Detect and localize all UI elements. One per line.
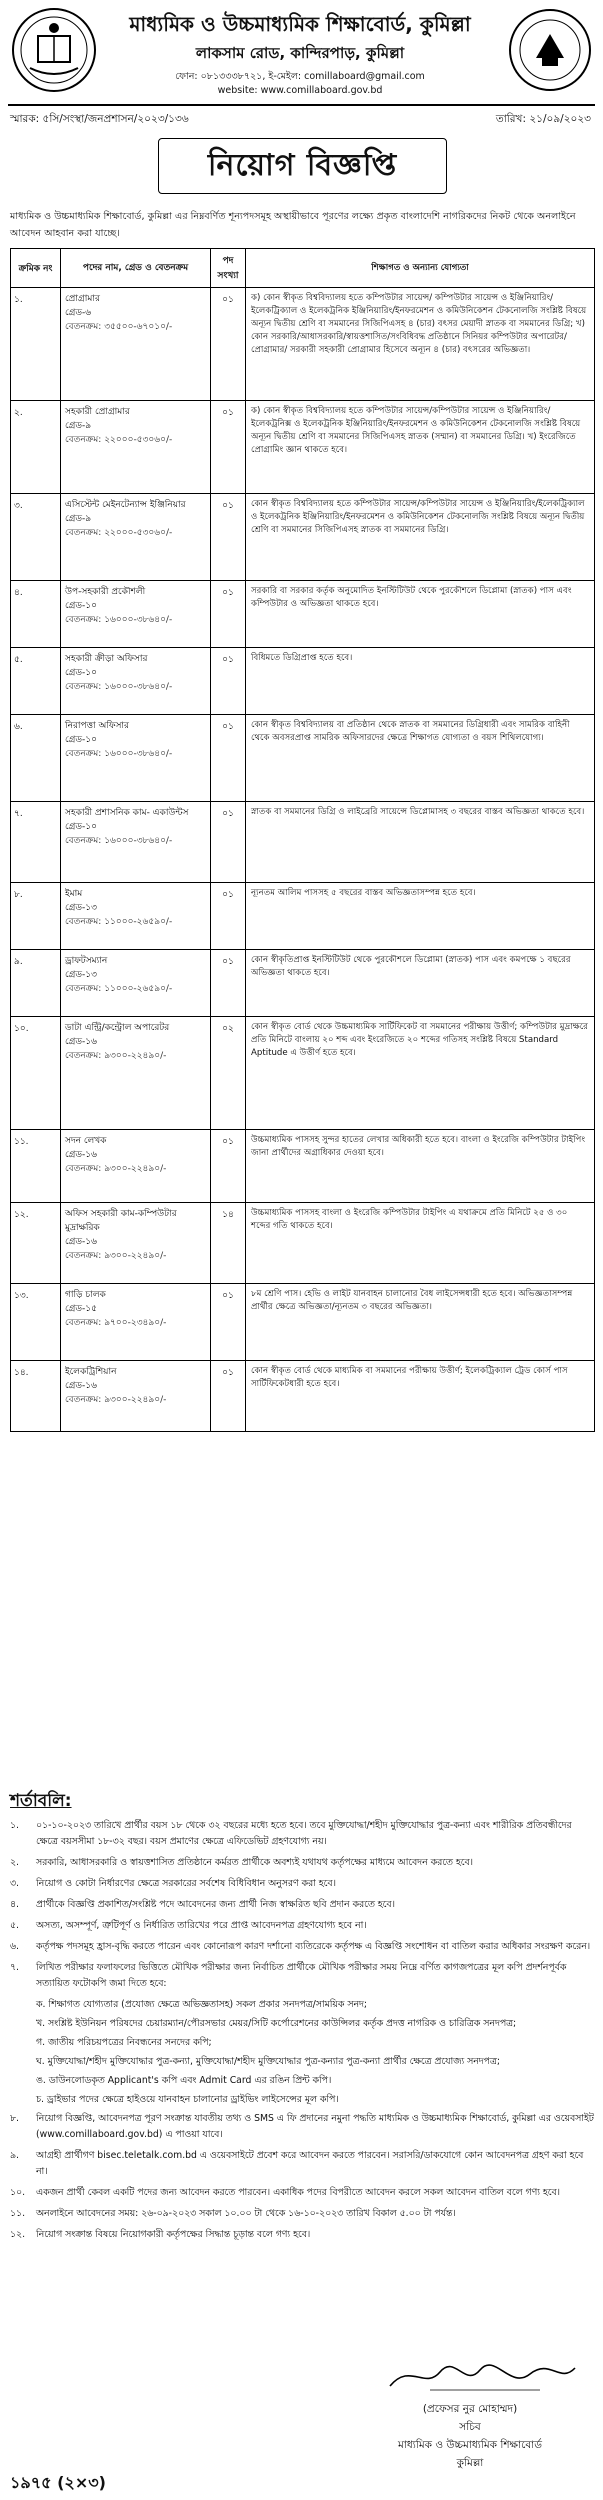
post-name: ইমাম xyxy=(65,889,83,899)
row-count: ১৪ xyxy=(211,1203,246,1283)
row-qualification: স্নাতক বা সমমানের ডিগ্রি ও লাইব্রেরি সায়েন্সে ডিপ্লোমাসহ ৩ বছরের বাস্তব অভিজ্ঞতা থাকতে হবে। xyxy=(251,807,585,817)
board-title: মাধ্যমিক ও উচ্চমাধ্যমিক শিক্ষাবোর্ড, কুমিল্লা xyxy=(129,12,471,36)
row-serial: ১৪. xyxy=(11,1361,61,1431)
condition-number: ৮. xyxy=(10,2113,19,2124)
post-scale: বেতনক্রম: ১১০০০-২৬৫৯০/- xyxy=(65,984,173,994)
post-grade: গ্রেড-১৬ xyxy=(65,1381,97,1391)
row-qualification: কোন স্বীকৃত বোর্ড থেকে উচ্চমাধ্যমিক সার্টিফিকেট বা সমমানের পরীক্ষায় উত্তীর্ণ; কম্পিউটার মুদ্রাক্ষরে প্রতি মিনিটে বাংলায় ২০ শব্দ এবং ইংরেজিতে ২০ শব্দের গতিসহ সংশ্লিষ্ট বিষয়ে Standard Aptitude এ উত্তীর্ণ হতে হবে। xyxy=(251,1022,588,1058)
signature-icon xyxy=(370,2360,590,2394)
post-name: ড্রাফটসম্যান xyxy=(65,956,108,966)
row-post xyxy=(61,950,211,1016)
table-row xyxy=(11,1284,594,1361)
condition-number: ৪. xyxy=(10,1899,19,1910)
seal-icon xyxy=(506,6,594,94)
post-grade: গ্রেড-৯ xyxy=(65,421,92,431)
condition-text: প্রার্থীকে বিজ্ঞপ্তি প্রকাশিত/সংশ্লিষ্ট পদে আবেদনের জন্য প্রার্থী নিজ স্বাক্ষরিত ছবি প্রদান করতে হবে। xyxy=(36,1899,395,1910)
condition-item xyxy=(10,1855,595,1871)
table-row xyxy=(11,401,594,494)
post-name: এসিস্টেন্ট মেইনটেন্যান্স ইঞ্জিনিয়ার xyxy=(65,500,186,510)
reference-number: স্মারক: ৫সি/সংস্থা/জনপ্রশাসন/২০২৩/১৩৬ xyxy=(10,113,189,125)
row-post xyxy=(61,494,211,580)
row-post xyxy=(61,1017,211,1129)
conditions-list xyxy=(10,1818,595,2248)
conditions-title: শর্তাবলি: xyxy=(10,1791,72,1811)
post-grade: গ্রেড-১৬ xyxy=(65,1150,97,1160)
row-serial: ৫. xyxy=(11,648,61,714)
table-header-row xyxy=(11,249,594,288)
post-name: নিরাপত্তা অফিসার xyxy=(65,721,129,731)
row-count: ০১ xyxy=(211,401,246,493)
row-qualification: কোন স্বীকৃত বিশ্ববিদ্যালয় বা প্রতিষ্ঠান থেকে স্নাতক বা সমমানের ডিগ্রিধারী এবং সামরিক বাহিনী থেকে অবসরপ্রাপ্ত সামরিক অফিসারদের ক্ষেত্রে শিক্ষাগত যোগ্যতা ও বয়স শিথিলযোগ্য। xyxy=(251,720,570,743)
row-serial: ৬. xyxy=(11,715,61,801)
row-qualification: কোন স্বীকৃতিপ্রাপ্ত ইনস্টিটিউট থেকে পুরকৌশলে ডিপ্লোমা (স্নাতক) পাস এবং কমপক্ষে ১ বছরের অভিজ্ঞতা থাকতে হবে। xyxy=(251,955,571,978)
post-name: প্রোগ্রামার xyxy=(65,294,100,304)
document-item: ক. শিক্ষাগত যোগ্যতার (প্রযোজ্য ক্ষেত্রে অভিজ্ঞতাসহ) সকল প্রকার সনদপত্র/সাময়িক সনদ; xyxy=(36,1999,368,2010)
table-row xyxy=(11,581,594,648)
row-qualification: ক) কোন স্বীকৃত বিশ্ববিদ্যালয় হতে কম্পিউটার সায়েন্স/ কম্পিউটার সায়েন্স ও ইঞ্জিনিয়ারিং/ইলেকট্রিক্যাল ও ইলেকট্রনিক ইঞ্জিনিয়ারিং/ইনফরমেশন ও কমিউনিকেশন টেকনোলজি সংশ্লিষ্ট বিষয়ে অন্যূন দ্বিতীয় শ্রেণি বা সমমানের সিজিপিএসহ ৪ (চার) বৎসর মেয়াদী স্নাতক বা সমমানের ডিগ্রি; খ) কোন সরকারি/আধাসরকারি/স্বায়ত্তশাসিত/সংবিধিবদ্ধ প্রতিষ্ঠানে সিনিয়র কম্পিউটার অপারেটর/প্রোগ্রামার/ সরকারী সহকারী প্রোগ্রামার হিসেবে অন্যূন ৪ (চার) বৎসরের অভিজ্ঞতা। xyxy=(251,293,587,355)
row-post xyxy=(61,883,211,949)
post-scale: বেতনক্রম: ১১০০০-২৬৫৯০/- xyxy=(65,917,173,927)
document-item: চ. ড্রাইভার পদের ক্ষেত্রে হাইওয়ে যানবাহন চালানোর ড্রাইভিং লাইসেন্সের মূল কপি। xyxy=(36,2094,339,2105)
condition-text: আগ্রহী প্রার্থীগণ bisec.teletalk.com.bd এ ওয়েবসাইটে প্রবেশ করে আবেদন করতে পারবেন। সরাসরি/ডাকযোগে কোন আবেদনপত্র গ্রহণ করা হবে না। xyxy=(36,2150,584,2177)
row-qualification: সরকারি বা সরকার কর্তৃক অনুমোদিত ইনস্টিটিউট থেকে পুরকৌশলে ডিপ্লোমা (স্নাতক) পাস এবং কম্পিউটার ও অভিজ্ঞতা থাকতে হবে। xyxy=(251,586,572,609)
post-scale: বেতনক্রম: ৯৩০০-২২৪৯০/- xyxy=(65,1395,167,1405)
row-count: ০১ xyxy=(211,1284,246,1360)
row-serial: ১২. xyxy=(11,1203,61,1283)
row-serial: ১৩. xyxy=(11,1284,61,1360)
table-row xyxy=(11,288,594,401)
row-serial: ৭. xyxy=(11,802,61,882)
table-row xyxy=(11,1130,594,1203)
condition-item xyxy=(10,1897,595,1913)
document-item: ঙ. ডাউনলোডকৃত Applicant's কপি এবং Admit Card এর রঙিন প্রিন্ট কপি। xyxy=(36,2075,332,2086)
row-qualification: উচ্চমাধ্যমিক পাসসহ সুন্দর হাতের লেখার অধিকারী হতে হবে। বাংলা ও ইংরেজি কম্পিউটার টাইপিং জানা প্রার্থীদের অগ্রাধিকার দেওয়া হবে। xyxy=(251,1135,586,1158)
condition-number: ২. xyxy=(10,1857,19,1868)
row-count: ০১ xyxy=(211,715,246,801)
row-count: ০১ xyxy=(211,883,246,949)
row-serial: ৯. xyxy=(11,950,61,1016)
condition-number: ১. xyxy=(10,1820,19,1831)
row-qualification: ৮ম শ্রেণি পাস। হেভি ও লাইট যানবাহন চালানোর বৈধ লাইসেন্সধারী হতে হবে। অভিজ্ঞতাসম্পন্ন প্রার্থীর ক্ষেত্রে অভিজ্ঞতা/ন্যূনতম ৩ বছরের অভিজ্ঞতা। xyxy=(251,1289,573,1312)
row-count: ০১ xyxy=(211,581,246,647)
board-logo-icon xyxy=(10,6,98,94)
post-name: সহকারী প্রশাসনিক কাম- একাউন্টস xyxy=(65,808,189,818)
row-serial: ১০. xyxy=(11,1017,61,1129)
post-grade: গ্রেড-১৩ xyxy=(65,903,97,913)
post-name: অফিস সহকারী কাম-কম্পিউটার মুদ্রাক্ষরিক xyxy=(65,1209,177,1233)
condition-text: কর্তৃপক্ষ পদসমূহ হ্রাস-বৃদ্ধি করতে পারেন এবং কোনোরূপ কারণ দর্শানো ব্যতিরেকে কর্তৃপক্ষ এ বিজ্ঞপ্তি সংশোধন বা বাতিল করার অধিকার সংরক্ষণ করেন। xyxy=(36,1941,591,1952)
post-grade: গ্রেড-১০ xyxy=(65,735,97,745)
condition-text: নিয়োগ সংক্রান্ত বিষয়ে নিয়োগকারী কর্তৃপক্ষের সিদ্ধান্ত চূড়ান্ত বলে গণ্য হবে। xyxy=(36,2229,311,2240)
condition-text: ০১-১০-২০২৩ তারিখে প্রার্থীর বয়স ১৮ থেকে ৩২ বছরের মধ্যে হতে হবে। তবে মুক্তিযোদ্ধা/শহীদ মুক্তিযোদ্ধার পুত্র-কন্যা এবং শারীরিক প্রতিবন্ধীদের ক্ষেত্রে বয়সসীমা ১৮-৩২ বছর। বয়স প্রমাণের ক্ষেত্রে এফিডেভিট গ্রহণযোগ্য নয়। xyxy=(36,1820,572,1847)
row-qualification: উচ্চমাধ্যমিক পাসসহ বাংলা ও ইংরেজি কম্পিউটার টাইপিং এ যথাক্রমে প্রতি মিনিটে ২৫ ও ৩০ শব্দের গতি থাকতে হবে। xyxy=(251,1208,568,1231)
document-item: খ. সংশ্লিষ্ট ইউনিয়ন পরিষদের চেয়ারম্যান/পৌরসভার মেয়র/সিটি কর্পোরেশনের কাউন্সিলর কর্তৃক প্রদত্ত নাগরিক ও চারিত্রিক সনদপত্র; xyxy=(36,2018,517,2029)
post-scale: বেতনক্রম: ১৬০০০-৩৮৬৪০/- xyxy=(65,836,173,846)
row-serial: ৪. xyxy=(11,581,61,647)
row-count: ০১ xyxy=(211,648,246,714)
notice-date: তারিখ: ২১/০৯/২০২৩ xyxy=(495,113,591,125)
condition-text: লিখিত পরীক্ষার ফলাফলের ভিত্তিতে মৌখিক পরীক্ষার জন্য নির্বাচিত প্রার্থীকে মৌখিক পরীক্ষার সময় নিম্নে বর্ণিত কাগজপত্রের মূল কপি প্রদর্শনপূর্বক সত্যায়িত ফটোকপি জমা দিতে হবে: xyxy=(36,1962,567,1989)
header-qualification: শিক্ষাগত ও অন্যান্য যোগ্যতা xyxy=(371,262,469,273)
post-grade: গ্রেড-৬ xyxy=(65,308,92,318)
row-post xyxy=(61,802,211,882)
post-name: ইলেকট্রিশিয়ান xyxy=(65,1367,117,1377)
row-serial: ১. xyxy=(11,288,61,400)
condition-item xyxy=(10,1960,595,1992)
post-name: গাড়ি চালক xyxy=(65,1290,106,1300)
row-count: ০১ xyxy=(211,494,246,580)
post-grade: গ্রেড-১৩ xyxy=(65,970,97,980)
post-scale: বেতনক্রম: ১৬০০০-৩৮৬৪০/- xyxy=(65,682,173,692)
condition-number: ১২. xyxy=(10,2229,26,2240)
post-name: সহকারী ক্রীড়া অফিসার xyxy=(65,654,148,664)
post-grade: গ্রেড-১০ xyxy=(65,822,97,832)
condition-number: ৭. xyxy=(10,1962,19,1973)
header-count: পদ সংখ্যা xyxy=(211,249,246,287)
board-website: website: www.comillaboard.gov.bd xyxy=(217,85,383,96)
table-row xyxy=(11,494,594,581)
post-name: সদন লেখক xyxy=(65,1136,107,1146)
row-post xyxy=(61,401,211,493)
post-name: ডাটা এন্ট্রি/কন্ট্রোল অপারেটর xyxy=(65,1023,170,1033)
condition-number: ৩. xyxy=(10,1878,19,1889)
table-row xyxy=(11,715,594,802)
row-serial: ৩. xyxy=(11,494,61,580)
row-post xyxy=(61,288,211,400)
post-scale: বেতনক্রম: ৯৩০০-২২৪৯০/- xyxy=(65,1164,167,1174)
condition-number: ১১. xyxy=(10,2208,26,2219)
condition-item xyxy=(10,1939,595,1955)
condition-item xyxy=(10,1918,595,1934)
row-post xyxy=(61,1361,211,1431)
table-row xyxy=(11,883,594,950)
post-grade: গ্রেড-৯ xyxy=(65,514,92,524)
row-count: ০১ xyxy=(211,950,246,1016)
post-scale: বেতনক্রম: ২২০০০-৫৩০৬০/- xyxy=(65,528,173,538)
post-scale: বেতনক্রম: ৯৩০০-২২৪৯০/- xyxy=(65,1251,167,1261)
row-serial: ৮. xyxy=(11,883,61,949)
row-count: ০১ xyxy=(211,288,246,400)
intro-text: মাধ্যমিক ও উচ্চমাধ্যমিক শিক্ষাবোর্ড, কুমিল্লা এর নিম্নবর্ণিত শূন্যপদসমূহ অস্থায়ীভাবে পূরণের লক্ষ্যে প্রকৃত বাংলাদেশি নাগরিকদের নিকট থেকে অনলাইনে আবেদন আহবান করা যাচ্ছে। xyxy=(10,211,576,239)
table-row xyxy=(11,802,594,883)
table-row xyxy=(11,1203,594,1284)
row-qualification: কোন স্বীকৃত বোর্ড থেকে মাধ্যমিক বা সমমানের পরীক্ষায় উত্তীর্ণ; ইলেকট্রিক্যাল ট্রেড কোর্স পাস সার্টিফিকেটধারী হতে হবে। xyxy=(251,1366,568,1389)
footer-code: ১৯৭৫ (২×৩) xyxy=(10,2473,106,2492)
header-serial: ক্রমিক নং xyxy=(11,249,61,287)
condition-number: ৫. xyxy=(10,1920,19,1931)
post-grade: গ্রেড-১০ xyxy=(65,668,97,678)
post-scale: বেতনক্রম: ৯৩০০-২২৪৯০/- xyxy=(65,1051,167,1061)
row-count: ০১ xyxy=(211,802,246,882)
post-name: উপ-সহকারী প্রকৌশলী xyxy=(65,587,146,597)
post-name: সহকারী প্রোগ্রামার xyxy=(65,407,130,417)
row-qualification: বিধিমতে ডিগ্রিপ্রাপ্ত হতে হবে। xyxy=(251,653,353,663)
condition-text: অসত্য, অসম্পূর্ণ, ত্রুটিপূর্ণ ও নির্ধারিত তারিখের পরে প্রাপ্ত আবেদনপত্র গ্রহণযোগ্য হবে না। xyxy=(36,1920,367,1931)
post-grade: গ্রেড-১৬ xyxy=(65,1037,97,1047)
header xyxy=(0,0,603,145)
condition-number: ৬. xyxy=(10,1941,19,1952)
condition-text: নিয়োগ ও কোটা নির্ধারণের ক্ষেত্রে সরকারের সর্বশেষ বিধিবিধান অনুসরণ করা হবে। xyxy=(36,1878,336,1889)
condition-text: নিয়োগ বিজ্ঞপ্তি, আবেদনপত্র পূরণ সংক্রান্ত যাবতীয় তথ্য ও SMS এ ফি প্রদানের নমুনা পদ্ধতি মাধ্যমিক ও উচ্চমাধ্যমিক শিক্ষাবোর্ড, কুমিল্লা এর ওয়েবসাইট (www.comillaboard.gov.bd) এ পাওয়া যাবে। xyxy=(36,2113,594,2140)
condition-item xyxy=(10,2148,595,2180)
post-scale: বেতনক্রম: ৩৫৫০০-৬৭০১০/- xyxy=(65,322,173,332)
row-post xyxy=(61,1284,211,1360)
condition-text: একজন প্রার্থী কেবল একটি পদের জন্য আবেদন করতে পারবেন। একাধিক পদের বিপরীতে আবেদন করলে সকল আবেদন বাতিল বলে গণ্য হবে। xyxy=(36,2187,560,2198)
condition-number: ১০. xyxy=(10,2187,26,2198)
condition-item xyxy=(10,2206,595,2222)
condition-number: ৯. xyxy=(10,2150,19,2161)
row-count: ০১ xyxy=(211,1361,246,1431)
post-grade: গ্রেড-১৬ xyxy=(65,1237,97,1247)
condition-item xyxy=(10,2227,595,2243)
condition-item xyxy=(10,2185,595,2201)
table-row xyxy=(11,1361,594,1431)
board-address: লাকসাম রোড, কান্দিরপাড়, কুমিল্লা xyxy=(195,44,405,62)
row-post xyxy=(61,1130,211,1202)
post-scale: বেতনক্রম: ১৬০০০-৩৮৬৪০/- xyxy=(65,749,173,759)
row-post xyxy=(61,1203,211,1283)
header-divider xyxy=(8,104,595,106)
notice-title: নিয়োগ বিজ্ঞপ্তি xyxy=(158,138,447,194)
row-count: ০১ xyxy=(211,1130,246,1202)
table-row xyxy=(11,950,594,1017)
post-scale: বেতনক্রম: ১৬০০০-৩৮৬৪০/- xyxy=(65,615,173,625)
row-post xyxy=(61,581,211,647)
post-grade: গ্রেড-১৫ xyxy=(65,1304,97,1314)
document-item: ঘ. মুক্তিযোদ্ধা/শহীদ মুক্তিযোদ্ধার পুত্র-কন্যা, মুক্তিযোদ্ধা/শহীদ মুক্তিযোদ্ধার পুত্র-কন্যার পুত্র-কন্যা প্রার্থীর ক্ষেত্রে প্রযোজ্য সনদপত্র; xyxy=(36,2056,500,2067)
row-qualification: কোন স্বীকৃত বিশ্ববিদ্যালয় হতে কম্পিউটার সায়েন্স/কম্পিউটার সায়েন্স ও ইঞ্জিনিয়ারিং/ইলেকট্রিক্যাল ও ইলেকট্রনিক ইঞ্জিনিয়ারিং/ইনফরমেশন ও কমিউনিকেশন টেকনোলজি সংশ্লিষ্ট বিষয়ে অন্যূন দ্বিতীয় শ্রেণি বা সমমানের সিজিপিএসহ স্নাতক বা সমমানের ডিগ্রি। xyxy=(251,499,585,535)
row-qualification: ক) কোন স্বীকৃত বিশ্ববিদ্যালয় হতে কম্পিউটার সায়েন্স/কম্পিউটার সায়েন্স ও ইঞ্জিনিয়ারিং/ইলেকট্রনিক্স ও ইলেকট্রনিক ইঞ্জিনিয়ারিং/ইনফরমেশন ও কমিউনিকেশন টেকনোলজি সংশ্লিষ্ট বিষয়ে অন্যূন দ্বিতীয় শ্রেণি বা সমমানের সিজিপিএসহ স্নাতক (সম্মান) বা সমমানের ডিগ্রি। খ) ইংরেজিতে প্রোগ্রামিং জ্ঞান থাকতে হবে। xyxy=(251,406,581,455)
condition-text: সরকারি, আধাসরকারি ও স্বায়ত্তশাসিত প্রতিষ্ঠানে কর্মরত প্রার্থীকে অবশ্যই যথাযথ কর্তৃপক্ষের মাধ্যমে আবেদন করতে হবে। xyxy=(36,1857,473,1868)
signatory-name: (প্রফেসর নুর মোহাম্মদ) xyxy=(422,2403,518,2415)
condition-text: অনলাইনে আবেদনের সময়: ২৬-০৯-২০২৩ সকাল ১০.০০ টা থেকে ১৬-১০-২০২৩ তারিখ বিকাল ৫.০০ টা পর্যন্ত। xyxy=(36,2208,456,2219)
table-row xyxy=(11,648,594,715)
vacancy-table xyxy=(10,248,595,1432)
post-scale: বেতনক্রম: ৯৭০০-২৩৪৯০/- xyxy=(65,1318,167,1328)
board-contact: ফোন: ০৮১৩৩৩৮৭২১, ই-মেইল: comillaboard@gmail.com xyxy=(175,71,425,82)
header-post: পদের নাম, গ্রেড ও বেতনক্রম xyxy=(61,249,211,287)
row-count: ০২ xyxy=(211,1017,246,1129)
condition-item xyxy=(10,1876,595,1892)
signatory-organization: মাধ্যমিক ও উচ্চমাধ্যমিক শিক্ষাবোর্ড xyxy=(398,2439,542,2451)
table-row xyxy=(11,1017,594,1130)
post-grade: গ্রেড-১০ xyxy=(65,601,97,611)
post-scale: বেতনক্রম: ২২০০০-৫৩০৬০/- xyxy=(65,435,173,445)
row-qualification: ন্যূনতম আলিম পাসসহ ৫ বছরের বাস্তব অভিজ্ঞতাসম্পন্ন হতে হবে। xyxy=(251,888,476,898)
signatory-city: কুমিল্লা xyxy=(456,2457,484,2469)
row-serial: ২. xyxy=(11,401,61,493)
row-serial: ১১. xyxy=(11,1130,61,1202)
signatory-designation: সচিব xyxy=(459,2421,481,2433)
condition-item xyxy=(10,2111,595,2143)
row-post xyxy=(61,648,211,714)
condition-item xyxy=(10,1818,595,1850)
row-post xyxy=(61,715,211,801)
document-item: গ. জাতীয় পরিচয়পত্রের নিবন্ধনের সনদের কপি; xyxy=(36,2037,212,2048)
